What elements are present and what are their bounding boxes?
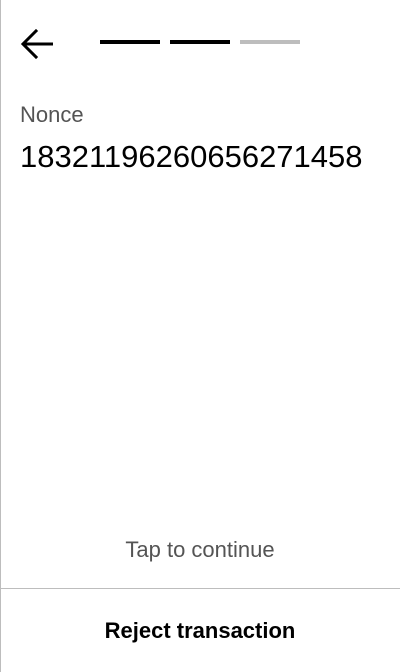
nonce-label: Nonce [20, 102, 84, 127]
nonce-value: 18321196260656271458 [20, 139, 363, 174]
progress-step [100, 40, 160, 44]
back-button[interactable] [20, 26, 60, 62]
arrow-left-icon [20, 29, 54, 59]
progress-step [240, 40, 300, 44]
tap-to-continue[interactable]: Tap to continue [125, 537, 275, 562]
left-border [0, 0, 1, 672]
reject-transaction-button[interactable]: Reject transaction [104, 617, 296, 643]
progress-indicator [100, 40, 300, 44]
progress-step [170, 40, 230, 44]
